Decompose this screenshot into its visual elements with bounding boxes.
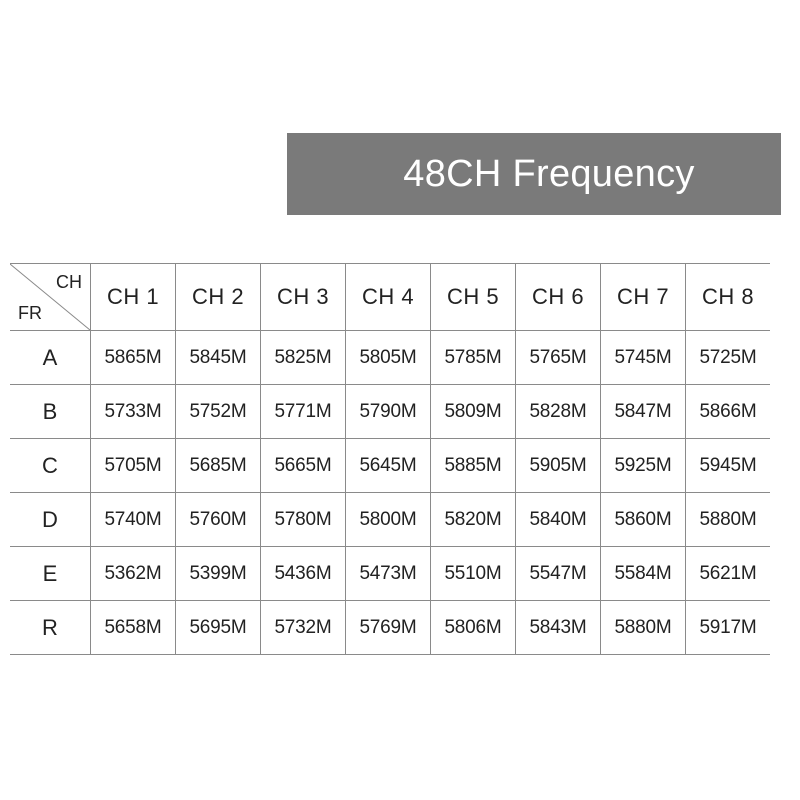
frequency-cell: 5760M <box>176 493 261 547</box>
column-header: CH 2 <box>176 264 261 331</box>
corner-label-ch: CH <box>56 272 82 292</box>
frequency-cell: 5809M <box>431 385 516 439</box>
frequency-cell: 5399M <box>176 547 261 601</box>
frequency-cell: 5885M <box>431 439 516 493</box>
frequency-cell: 5790M <box>346 385 431 439</box>
frequency-cell: 5806M <box>431 601 516 655</box>
frequency-cell: 5658M <box>91 601 176 655</box>
table-row <box>10 547 770 601</box>
frequency-cell: 5733M <box>91 385 176 439</box>
frequency-cell: 5780M <box>261 493 346 547</box>
frequency-cell: 5825M <box>261 331 346 385</box>
column-header: CH 3 <box>261 264 346 331</box>
frequency-cell: 5917M <box>686 601 771 655</box>
frequency-cell: 5880M <box>601 601 686 655</box>
row-label: C <box>10 439 91 493</box>
column-header: CH 1 <box>91 264 176 331</box>
frequency-cell: 5621M <box>686 547 771 601</box>
row-label: A <box>10 331 91 385</box>
row-label: D <box>10 493 91 547</box>
frequency-cell: 5771M <box>261 385 346 439</box>
column-header: CH 4 <box>346 264 431 331</box>
frequency-table <box>10 263 770 655</box>
frequency-cell: 5945M <box>686 439 771 493</box>
frequency-cell: 5740M <box>91 493 176 547</box>
row-label: B <box>10 385 91 439</box>
column-header: CH 7 <box>601 264 686 331</box>
frequency-cell: 5547M <box>516 547 601 601</box>
column-header: CH 5 <box>431 264 516 331</box>
frequency-cell: 5473M <box>346 547 431 601</box>
table-row <box>10 385 770 439</box>
frequency-cell: 5685M <box>176 439 261 493</box>
frequency-cell: 5436M <box>261 547 346 601</box>
frequency-cell: 5845M <box>176 331 261 385</box>
frequency-cell: 5820M <box>431 493 516 547</box>
frequency-cell: 5880M <box>686 493 771 547</box>
frequency-cell: 5732M <box>261 601 346 655</box>
frequency-cell: 5769M <box>346 601 431 655</box>
frequency-cell: 5584M <box>601 547 686 601</box>
frequency-cell: 5785M <box>431 331 516 385</box>
frequency-cell: 5665M <box>261 439 346 493</box>
frequency-cell: 5800M <box>346 493 431 547</box>
corner-label-fr: FR <box>18 303 42 323</box>
column-header: CH 8 <box>686 264 771 331</box>
frequency-cell: 5725M <box>686 331 771 385</box>
frequency-cell: 5805M <box>346 331 431 385</box>
table-row <box>10 601 770 655</box>
frequency-cell: 5925M <box>601 439 686 493</box>
frequency-cell: 5860M <box>601 493 686 547</box>
frequency-cell: 5745M <box>601 331 686 385</box>
frequency-cell: 5752M <box>176 385 261 439</box>
row-label: R <box>10 601 91 655</box>
frequency-cell: 5695M <box>176 601 261 655</box>
frequency-cell: 5866M <box>686 385 771 439</box>
frequency-cell: 5865M <box>91 331 176 385</box>
frequency-cell: 5828M <box>516 385 601 439</box>
table-row <box>10 493 770 547</box>
frequency-cell: 5905M <box>516 439 601 493</box>
table-row <box>10 439 770 493</box>
page-title: 48CH Frequency <box>403 152 695 195</box>
frequency-cell: 5847M <box>601 385 686 439</box>
corner-cell <box>10 264 91 331</box>
title-banner <box>287 133 781 215</box>
frequency-cell: 5765M <box>516 331 601 385</box>
table-row <box>10 331 770 385</box>
frequency-cell: 5843M <box>516 601 601 655</box>
header-row <box>10 264 770 331</box>
row-label: E <box>10 547 91 601</box>
frequency-cell: 5705M <box>91 439 176 493</box>
frequency-cell: 5510M <box>431 547 516 601</box>
frequency-cell: 5645M <box>346 439 431 493</box>
frequency-cell: 5840M <box>516 493 601 547</box>
column-header: CH 6 <box>516 264 601 331</box>
frequency-cell: 5362M <box>91 547 176 601</box>
